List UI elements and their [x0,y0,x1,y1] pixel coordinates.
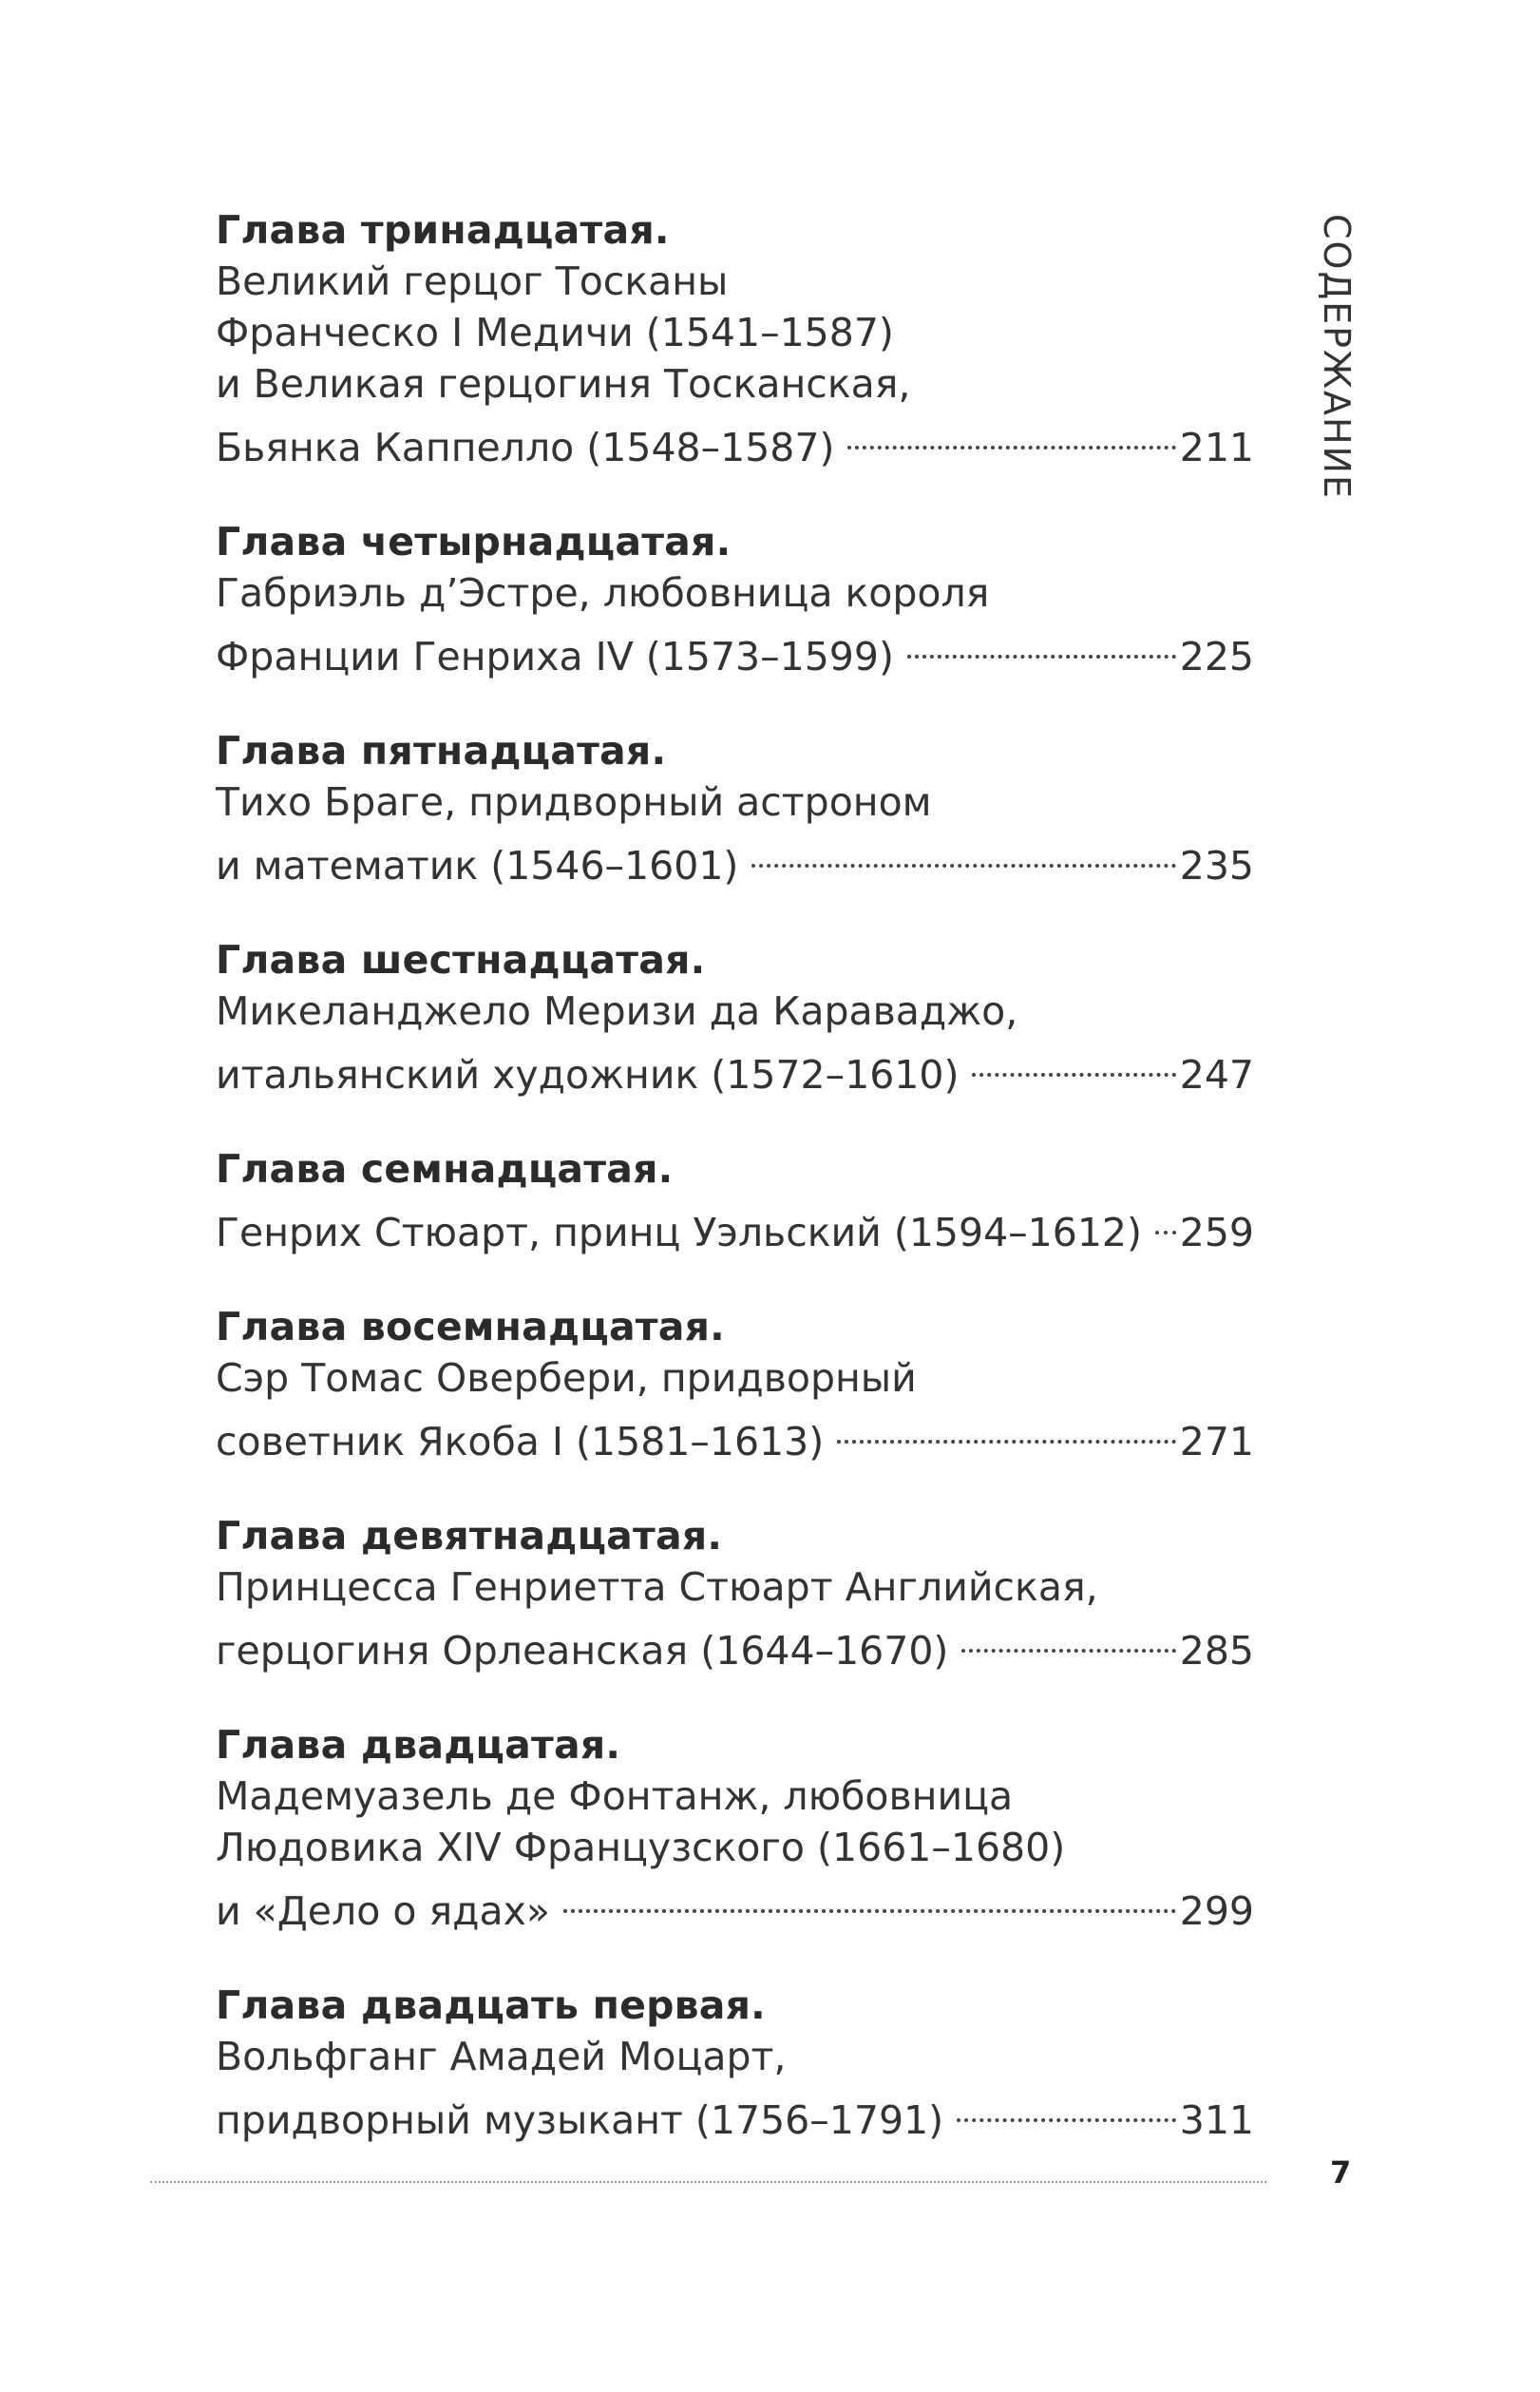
page-number: 7 [1330,2154,1352,2191]
entry-line: советник Якоба I (1581–1613) [216,1419,825,1464]
page-ref: 225 [1179,634,1254,679]
entry-line: Сэр Томас Овербери, придворный [216,1355,917,1401]
entry-last-line [216,2082,1254,2146]
entry-line: Франческо I Медичи (1541–1587) [216,310,894,355]
page-ref: 235 [1179,843,1254,889]
page-ref: 311 [1179,2097,1254,2143]
entry-line: и Великая герцогиня Тосканская, [216,361,911,407]
dot-leader [907,619,1176,670]
entry-line: Вольфганг Амадей Моцарт, [216,2034,787,2079]
toc-entry [216,934,1254,1100]
dot-leader [847,410,1175,461]
dot-leader [1155,1195,1176,1246]
chapter-title: Глава восемнадцатая. [216,1304,725,1349]
toc-entry [216,1719,1254,1937]
chapter-title: Глава семнадцатая. [216,1146,674,1192]
entry-line: Великий герцог Тосканы [216,258,729,304]
entry-last-line [216,1037,1254,1100]
page-ref: 259 [1179,1210,1254,1255]
toc-entry [216,1510,1254,1676]
page-ref: 299 [1179,1888,1254,1934]
entry-line: Принцесса Генриетта Стюарт Английская, [216,1564,1098,1610]
entry-line: Габриэль д’Эстре, любовница короля [216,570,990,616]
page-ref: 285 [1179,1628,1254,1674]
dot-leader [837,1404,1176,1455]
entry-line: и математик (1546–1601) [216,843,739,889]
chapter-title: Глава четырнадцатая. [216,519,732,565]
chapter-title: Глава пятнадцатая. [216,728,667,774]
entry-line: Микеланджело Меризи да Караваджо, [216,988,1018,1034]
chapter-title: Глава двадцать первая. [216,1982,766,2028]
page-ref: 271 [1179,1419,1254,1464]
entry-last-line [216,1404,1254,1467]
toc-entry [216,516,1254,682]
entry-last-line [216,619,1254,682]
dot-leader [957,2082,1176,2134]
dot-leader [972,1037,1175,1088]
chapter-title: Глава двадцатая. [216,1722,621,1768]
toc-entry [216,204,1254,473]
entry-line: Бьянка Каппелло (1548–1587) [216,425,835,470]
page-ref: 211 [1179,425,1254,470]
footer-dotted-rule [150,2181,1266,2183]
toc-entry [216,1143,1254,1258]
entry-line: итальянский художник (1572–1610) [216,1052,960,1098]
entry-last-line [216,1613,1254,1676]
entry-line: придворный музыкант (1756–1791) [216,2097,944,2143]
toc-entry [216,725,1254,891]
entry-line: Людовика XIV Французского (1661–1680) [216,1825,1066,1870]
dot-leader [563,1873,1176,1924]
chapter-title: Глава тринадцатая. [216,207,670,253]
entry-last-line [216,1195,1254,1258]
entry-line: Генрих Стюарт, принц Уэльский (1594–1612) [216,1210,1143,1255]
section-running-head: СОДЕРЖАНИЕ [1316,214,1358,500]
chapter-title: Глава девятнадцатая. [216,1513,723,1559]
chapter-title: Глава шестнадцатая. [216,937,706,983]
entry-last-line [216,828,1254,891]
entry-line: Франции Генриха IV (1573–1599) [216,634,894,679]
dot-leader [961,1613,1175,1664]
entry-line: герцогиня Орлеанская (1644–1670) [216,1628,949,1674]
toc-entry [216,1301,1254,1467]
entry-line: Мадемуазель де Фонтанж, любовница [216,1773,1014,1819]
entry-line: и «Дело о ядах» [216,1888,550,1934]
entry-last-line [216,410,1254,473]
entry-line: Тихо Браге, придворный астроном [216,779,932,825]
page-ref: 247 [1179,1052,1254,1098]
table-of-contents [216,204,1254,2189]
toc-entry [216,1980,1254,2146]
dot-leader [751,828,1175,879]
entry-last-line [216,1873,1254,1937]
